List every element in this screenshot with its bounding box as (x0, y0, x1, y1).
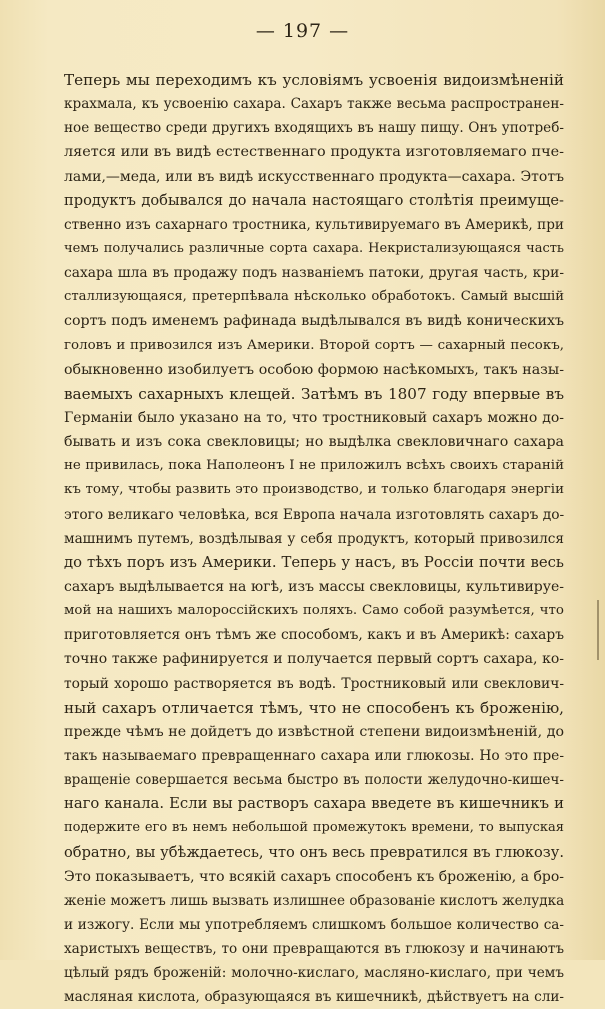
text-line: женiе можетъ лишь вызвать излишнее образованiе кислотъ желудка (64, 892, 564, 909)
text-line: сахара шла въ продажу подъ названiемъ патоки, другая часть, кри- (64, 265, 564, 282)
text-line: масляная кислота, образующаяся въ кишечникѣ, дѣйствуетъ на сли- (64, 989, 564, 1006)
text-line: ляется или въ видѣ естественнаго продукта изготовляемаго пче- (64, 144, 564, 161)
text-line: головъ и привозился изъ Америки. Второй сортъ — сахарный песокъ, (64, 337, 564, 353)
text-line: до тѣхъ поръ изъ Америки. Теперь у насъ, въ Россiи почти весь (64, 553, 564, 571)
text-line: Германiи было указано на то, что тростниковый сахаръ можно до- (64, 409, 564, 426)
text-line: прежде чѣмъ не дойдетъ до извѣстной степени видоизмѣненiй, до (64, 723, 564, 740)
text-line: такъ называемаго превращеннаго сахара или глюкозы. Но это пре- (64, 747, 564, 764)
text-line: ный сахаръ отличается тѣмъ, что не способенъ къ броженiю, (64, 698, 564, 717)
text-line: крахмала, къ усвоенiю сахара. Сахаръ также весьма распространен- (64, 96, 564, 113)
page-edge-mark (597, 600, 599, 660)
body-text (64, 68, 564, 1009)
text-line: этого великаго человѣка, вся Европа начала изготовлять сахаръ до- (64, 506, 564, 523)
text-line: мой на нашихъ малороссiйскихъ поляхъ. Само собой разумѣется, что (64, 603, 564, 619)
text-line: ственно изъ сахарнаго тростника, культивируемаго въ Америкѣ, при (64, 216, 564, 233)
text-line: обратно, вы убѣждаетесь, что онъ весь превратился въ глюкозу. (64, 843, 564, 861)
text-line: къ тому, чтобы развить это производство, и только благодаря энергiи (64, 482, 564, 498)
text-line: сталлизующаяся, претерпѣвала нѣсколько обработокъ. Самый высшiй (64, 289, 564, 305)
text-line: машнимъ путемъ, воздѣлывая у себя продуктъ, который привозился (64, 530, 564, 547)
text-line: лами,—меда, или въ видѣ искусственнаго продукта—сахара. Этотъ (64, 168, 564, 185)
text-line: ное вещество среди другихъ входящихъ въ нашу пищу. Онъ употреб- (64, 120, 564, 137)
page-number: — 197 — (255, 20, 350, 42)
text-line: подержите его въ немъ небольшой промежутокъ времени, то выпуская (64, 820, 564, 836)
text-line: продуктъ добывался до начала настоящаго столѣтiя преимуще- (64, 191, 564, 209)
text-line: торый хорошо растворяется въ водѣ. Тростниковый или свеклович- (64, 675, 564, 692)
text-line: приготовляется онъ тѣмъ же способомъ, какъ и въ Америкѣ: сахаръ (64, 627, 564, 644)
text-line: не привилась, пока Наполеонъ I не приложилъ всѣхъ своихъ старанiй (64, 458, 564, 474)
text-line: сахаръ выдѣлывается на югѣ, изъ массы свекловицы, культивируе- (64, 578, 564, 595)
text-line: чемъ получались различные сорта сахара. Некристализующаяся часть (64, 240, 564, 256)
text-line: наго канала. Если вы растворъ сахара введете въ кишечникъ и (64, 795, 564, 813)
text-line: и изжогу. Если мы употребляемъ слишкомъ большое количество са- (64, 916, 564, 933)
text-line: сортъ подъ именемъ рафинада выдѣлывался въ видѣ коническихъ (64, 313, 564, 330)
text-line: точно также рафинируется и получается первый сортъ сахара, ко- (64, 651, 564, 668)
text-line: вращенiе совершается весьма быстро въ полости желудочно-кишеч- (64, 772, 564, 789)
text-line: харистыхъ веществъ, то они превращаются въ глюкозу и начинаютъ (64, 941, 564, 958)
text-line: цѣлый рядъ броженiй: молочно-кислаго, масляно-кислаго, при чемъ (64, 965, 564, 982)
text-line: Теперь мы переходимъ къ условiямъ усвоенiя видоизмѣненiй (64, 71, 564, 89)
text-line: Это показываетъ, что всякiй сахаръ способенъ къ броженiю, а бро- (64, 868, 564, 885)
text-line: ваемыхъ сахарныхъ клещей. Затѣмъ въ 1807 году впервые въ (64, 384, 564, 403)
text-line: обыкновенно изобилуетъ особою формою насѣкомыхъ, такъ назы- (64, 361, 564, 378)
text-line: бывать и изъ сока свекловицы; но выдѣлка свекловичнаго сахара (64, 434, 564, 451)
